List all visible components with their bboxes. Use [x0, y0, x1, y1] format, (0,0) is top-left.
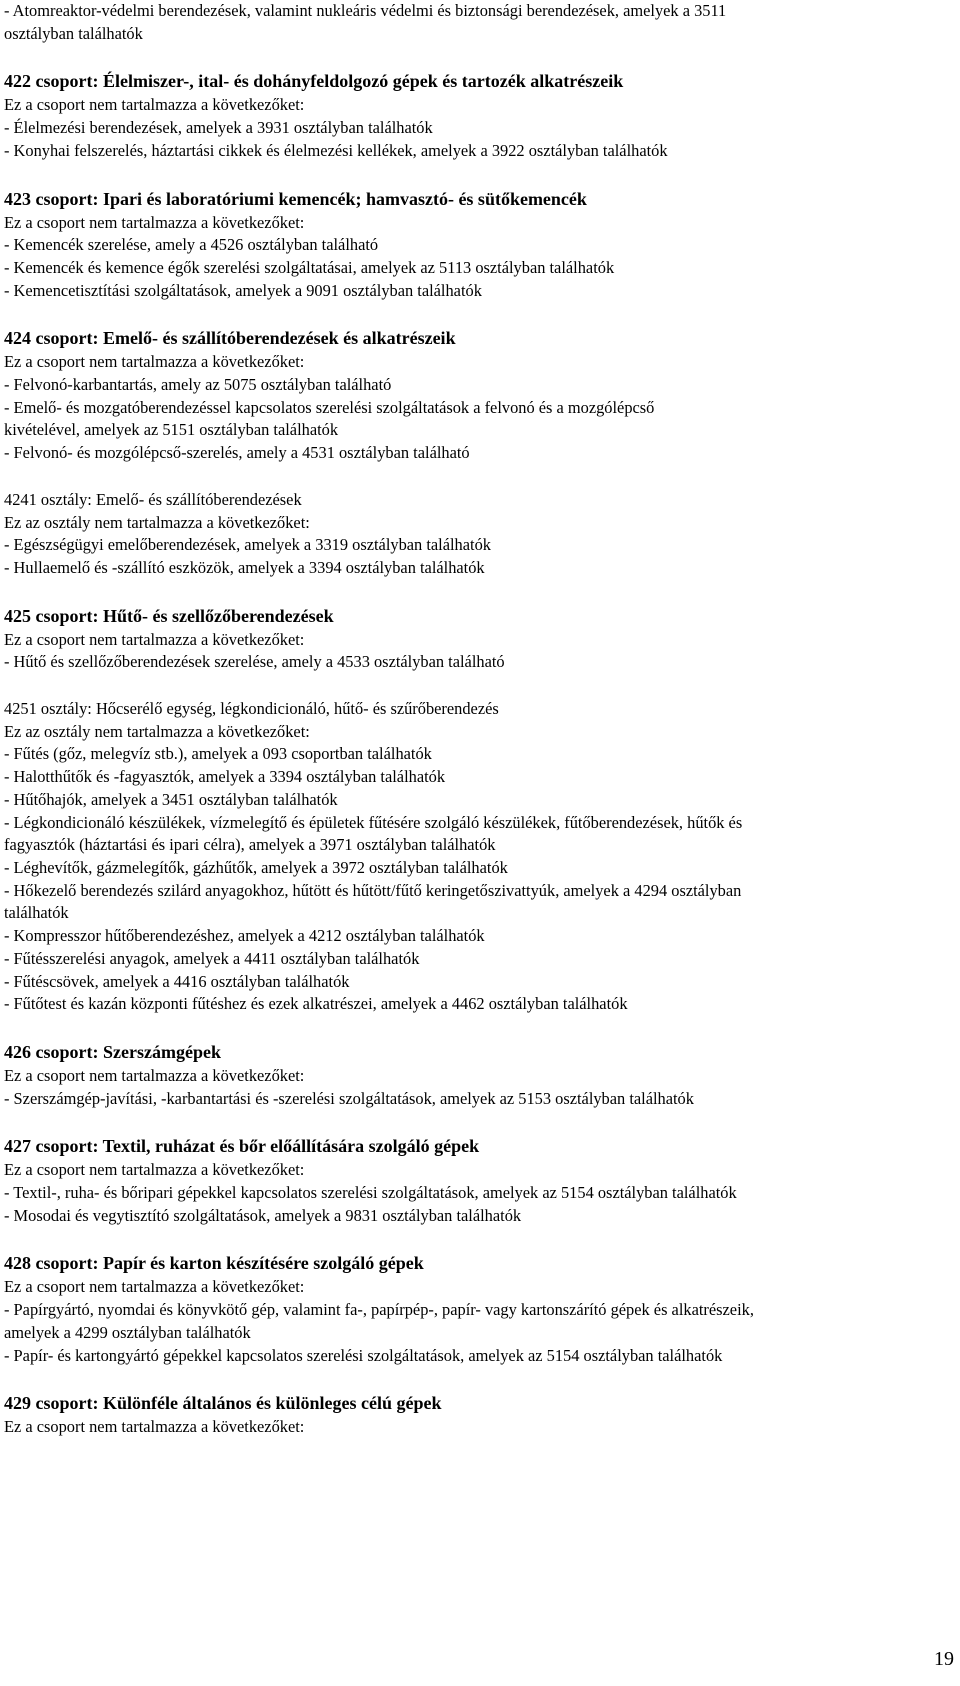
group-section [4, 69, 954, 162]
exclusion-item: - Légkondicionáló készülékek, vízmelegítő és épületek fűtésére szolgáló készülékek, fűtőberendezések, hűtők és [4, 812, 743, 832]
paragraph-spacer [4, 1367, 954, 1391]
exclusion-item: - Hűtő és szellőzőberendezések szerelése, amely a 4533 osztályban található [4, 652, 505, 672]
group-heading: 424 csoport: Emelő- és szállítóberendezések és alkatrészeik [4, 328, 456, 349]
group-heading: 429 csoport: Különféle általános és különleges célú gépek [4, 1393, 442, 1414]
exclusion-lead: Ez a csoport nem tartalmazza a következőket: [4, 212, 305, 232]
paragraph-spacer [4, 163, 954, 187]
group-heading: 426 csoport: Szerszámgépek [4, 1041, 221, 1062]
exclusion-item: - Élelmezési berendezések, amelyek a 3931 osztályban találhatók [4, 118, 433, 138]
paragraph-spacer [4, 1110, 954, 1134]
exclusion-lead: Ez a csoport nem tartalmazza a következőket: [4, 1417, 305, 1437]
group-section [4, 1251, 954, 1367]
group-section [4, 604, 954, 1016]
exclusion-item: - Mosodai és vegytisztító szolgáltatások, amelyek a 9831 osztályban találhatók [4, 1205, 522, 1225]
group-heading: 423 csoport: Ipari és laboratóriumi kemencék; hamvasztó- és sütőkemencék [4, 188, 587, 209]
exclusion-item: - Hűtőhajók, amelyek a 3451 osztályban találhatók [4, 789, 338, 809]
exclusion-lead: Ez a csoport nem tartalmazza a következőket: [4, 352, 305, 372]
exclusion-item: - Egészségügyi emelőberendezések, amelyek a 3319 osztályban találhatók [4, 535, 491, 555]
exclusion-item: amelyek a 4299 osztályban találhatók [4, 1322, 251, 1342]
exclusion-item: - Kemencék szerelése, amely a 4526 osztályban található [4, 235, 379, 255]
exclusion-lead: Ez a csoport nem tartalmazza a következőket: [4, 1065, 305, 1085]
exclusion-item: - Textil-, ruha- és bőripari gépekkel kapcsolatos szerelési szolgáltatások, amelyek az 5154 osztályban találhatók [4, 1183, 737, 1203]
exclusion-item: - Papír- és kartongyártó gépekkel kapcsolatos szerelési szolgáltatások, amelyek az 5154 osztályban találhatók [4, 1345, 723, 1365]
exclusion-lead: Ez a csoport nem tartalmazza a következőket: [4, 629, 305, 649]
exclusion-item: találhatók [4, 903, 69, 923]
exclusion-item: - Halotthűtők és -fagyasztók, amelyek a 3394 osztályban találhatók [4, 767, 446, 787]
group-heading: 427 csoport: Textil, ruházat és bőr előállítására szolgáló gépek [4, 1136, 480, 1157]
exclusion-item: kivételével, amelyek az 5151 osztályban találhatók [4, 420, 339, 440]
exclusion-lead: Ez a csoport nem tartalmazza a következőket: [4, 95, 305, 115]
exclusion-item: - Kemencék és kemence égők szerelési szolgáltatásai, amelyek az 5113 osztályban találhatók [4, 257, 615, 277]
exclusion-item: - Kemencetisztítási szolgáltatások, amelyek a 9091 osztályban találhatók [4, 280, 482, 300]
exclusion-item: - Hullaemelő és -szállító eszközök, amelyek a 3394 osztályban találhatók [4, 557, 485, 577]
class-heading: 4241 osztály: Emelő- és szállítóberendezések [4, 489, 302, 509]
exclusion-lead: Ez az osztály nem tartalmazza a következőket: [4, 512, 310, 532]
exclusion-item: - Felvonó-karbantartás, amely az 5075 osztályban található [4, 375, 392, 395]
intro-line: - Atomreaktor-védelmi berendezések, valamint nukleáris védelmi és biztonsági berendezések, amelyek a 3511 [4, 1, 727, 20]
exclusion-lead: Ez az osztály nem tartalmazza a következőket: [4, 721, 310, 741]
paragraph-spacer [4, 580, 954, 604]
exclusion-item: - Léghevítők, gázmelegítők, gázhűtők, amelyek a 3972 osztályban találhatók [4, 857, 508, 877]
exclusion-lead: Ez a csoport nem tartalmazza a következőket: [4, 1277, 305, 1297]
group-section [4, 1134, 954, 1227]
exclusion-item: - Papírgyártó, nyomdai és könyvkötő gép, valamint fa-, papírpép-, papír- vagy kartonszárító gépek és alkatrészeik, [4, 1300, 754, 1320]
exclusion-item: - Emelő- és mozgatóberendezéssel kapcsolatos szerelési szolgáltatások a felvonó és a mozgólépcső [4, 397, 655, 417]
group-heading: 422 csoport: Élelmiszer-, ital- és dohányfeldolgozó gépek és tartozék alkatrészeik [4, 71, 624, 92]
exclusion-item: - Hőkezelő berendezés szilárd anyagokhoz, hűtött és hűtött/fűtő keringetőszivattyúk, amelyek a 4294 osztályban [4, 880, 742, 900]
group-section [4, 1391, 954, 1439]
paragraph-spacer [4, 1227, 954, 1251]
exclusion-item: - Szerszámgép-javítási, -karbantartási és -szerelési szolgáltatások, amelyek az 5153 osztályban találhatók [4, 1088, 694, 1108]
exclusion-item: - Konyhai felszerelés, háztartási cikkek és élelmezési kellékek, amelyek a 3922 osztályban találhatók [4, 140, 668, 160]
exclusion-item: - Felvonó- és mozgólépcső-szerelés, amely a 4531 osztályban található [4, 443, 470, 463]
group-section [4, 1040, 954, 1110]
paragraph-spacer [4, 674, 954, 698]
paragraph-spacer [4, 45, 954, 69]
intro-line: osztályban találhatók [4, 23, 143, 43]
paragraph-spacer [4, 302, 954, 326]
exclusion-lead: Ez a csoport nem tartalmazza a következőket: [4, 1160, 305, 1180]
group-heading: 428 csoport: Papír és karton készítésére szolgáló gépek [4, 1253, 424, 1274]
exclusion-item: fagyasztók (háztartási és ipari célra), amelyek a 3971 osztályban találhatók [4, 835, 496, 855]
page-number: 19 [934, 1648, 954, 1670]
exclusion-item: - Fűtéscsövek, amelyek a 4416 osztályban találhatók [4, 971, 350, 991]
group-section [4, 326, 954, 579]
exclusion-item: - Fűtésszerelési anyagok, amelyek a 4411 osztályban találhatók [4, 948, 420, 968]
exclusion-item: - Kompresszor hűtőberendezéshez, amelyek a 4212 osztályban találhatók [4, 926, 485, 946]
exclusion-item: - Fűtés (gőz, melegvíz stb.), amelyek a 093 csoportban találhatók [4, 744, 432, 764]
exclusion-item: - Fűtőtest és kazán központi fűtéshez és ezek alkatrészei, amelyek a 4462 osztályban találhatók [4, 994, 628, 1014]
group-heading: 425 csoport: Hűtő- és szellőzőberendezések [4, 605, 334, 626]
document-body [4, 0, 954, 1439]
paragraph-spacer [4, 1016, 954, 1040]
paragraph-spacer [4, 465, 954, 489]
class-heading: 4251 osztály: Hőcserélő egység, légkondicionáló, hűtő- és szűrőberendezés [4, 699, 499, 719]
group-section [4, 187, 954, 303]
